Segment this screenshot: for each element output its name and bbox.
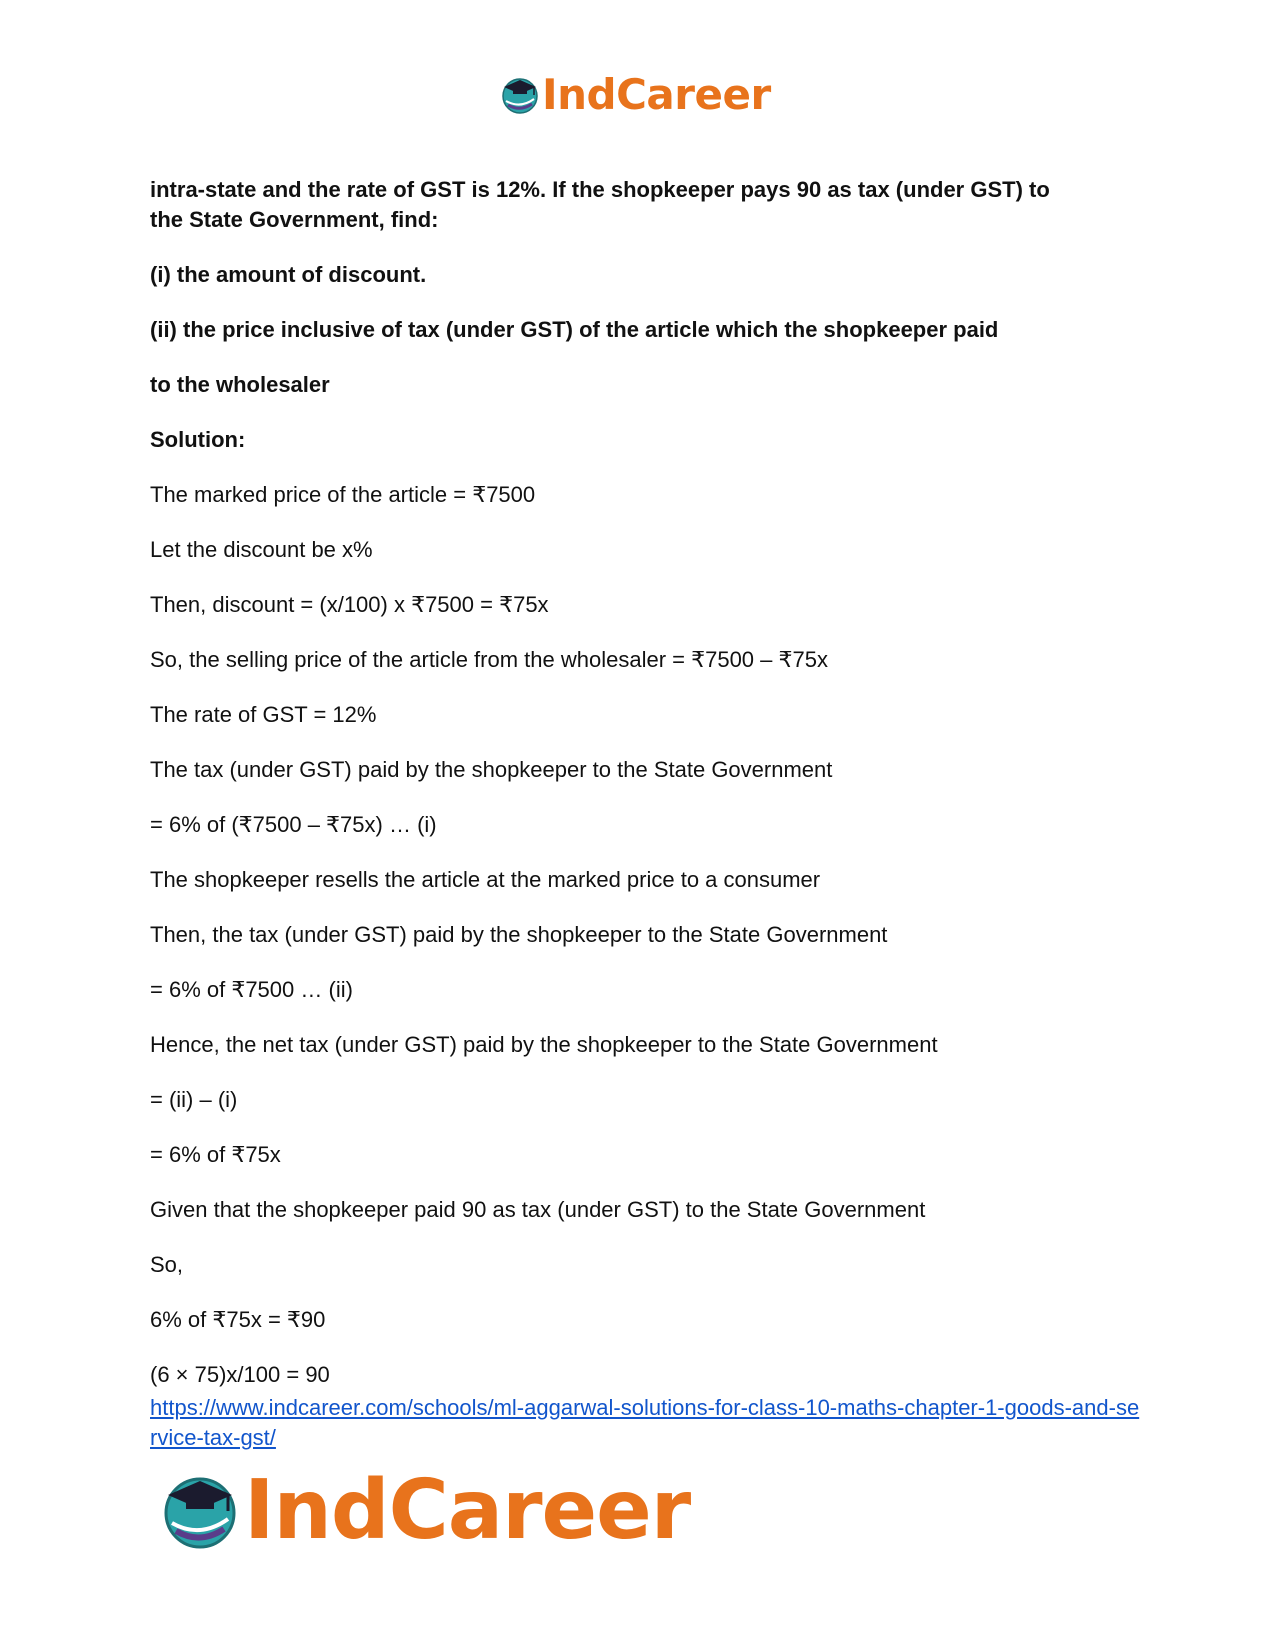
solution-heading: Solution: xyxy=(150,427,246,452)
logo-text: IndCareer xyxy=(244,1463,691,1558)
footer-logo xyxy=(160,1463,691,1558)
solution-line: The shopkeeper resells the article at the marked price to a consumer xyxy=(150,867,821,892)
graduation-cap-globe-icon xyxy=(160,1471,240,1551)
solution-line: Hence, the net tax (under GST) paid by the shopkeeper to the State Government xyxy=(150,1032,938,1057)
solution-line: So, xyxy=(150,1252,184,1277)
solution-line: 6% of ₹75x = ₹90 xyxy=(150,1307,326,1332)
solution-line: = (ii) – (i) xyxy=(150,1087,238,1112)
solution-line: The rate of GST = 12% xyxy=(150,702,377,727)
solution-line: Let the discount be x% xyxy=(150,537,373,562)
question-line: the State Government, find: xyxy=(150,207,439,232)
solution-line: Then, the tax (under GST) paid by the shopkeeper to the State Government xyxy=(150,922,888,947)
solution-line: (6 × 75)x/100 = 90 xyxy=(150,1362,330,1387)
question-part: (ii) the price inclusive of tax (under GST) of the article which the shopkeeper paid xyxy=(150,317,999,342)
logo-text: IndCareer xyxy=(542,70,771,119)
solution-line: Given that the shopkeeper paid 90 as tax (under GST) to the State Government xyxy=(150,1197,926,1222)
question-part: to the wholesaler xyxy=(150,372,330,397)
solution-line: The tax (under GST) paid by the shopkeeper to the State Government xyxy=(150,757,833,782)
source-link[interactable]: https://www.indcareer.com/schools/ml-aggarwal-solutions-for-class-10-maths-chapter-1-goods-and-service-tax-gst/ xyxy=(150,1395,1140,1450)
question-line: intra-state and the rate of GST is 12%. If the shopkeeper pays 90 as tax (under GST) to xyxy=(150,177,1050,202)
header-logo xyxy=(500,70,771,119)
solution-line: So, the selling price of the article from the wholesaler = ₹7500 – ₹75x xyxy=(150,647,828,672)
solution-line: = 6% of (₹7500 – ₹75x) … (i) xyxy=(150,812,437,837)
solution-line: Then, discount = (x/100) x ₹7500 = ₹75x xyxy=(150,592,549,617)
solution-line: = 6% of ₹7500 … (ii) xyxy=(150,977,353,1002)
graduation-cap-globe-icon xyxy=(500,75,540,115)
solution-line: = 6% of ₹75x xyxy=(150,1142,281,1167)
solution-line: The marked price of the article = ₹7500 xyxy=(150,482,536,507)
question-part: (i) the amount of discount. xyxy=(150,262,427,287)
